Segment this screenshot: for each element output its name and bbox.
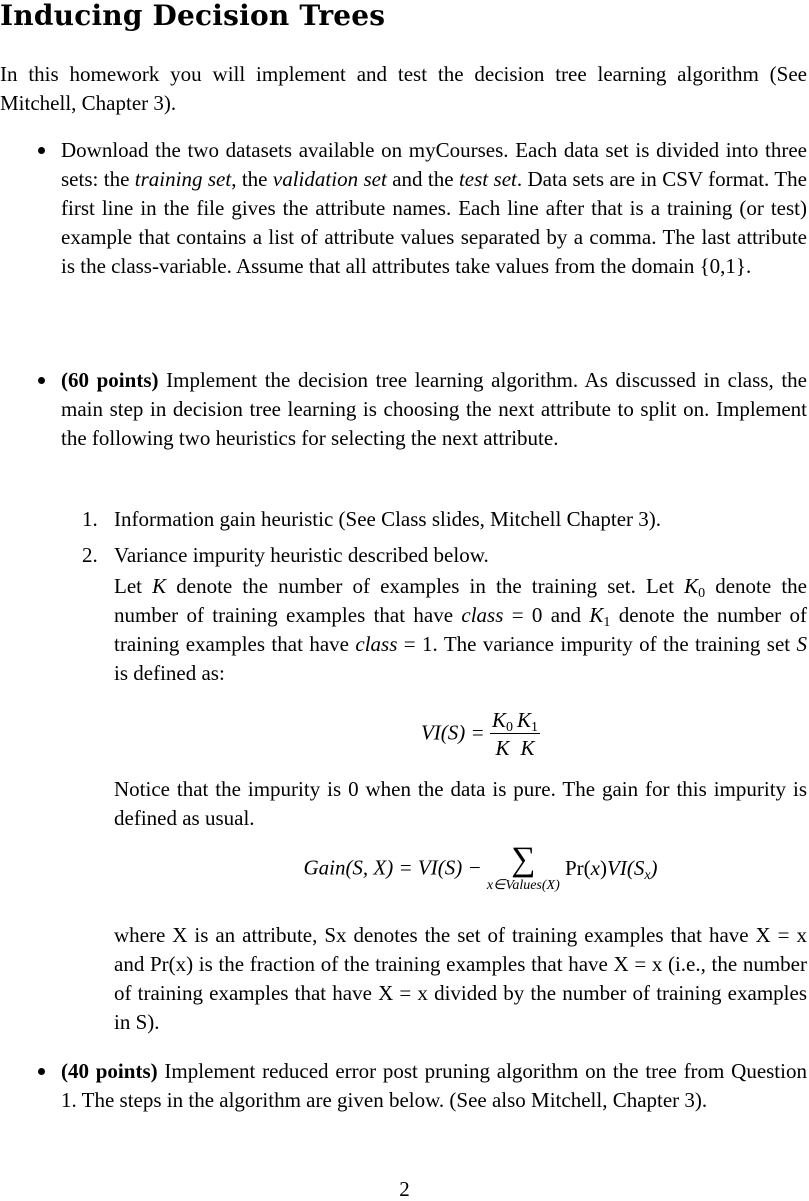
page-number: 2 <box>399 1177 410 1201</box>
summation: ∑ x∈Values(X) <box>486 841 560 893</box>
bullet-implement-tree: (60 points) Implement the decision tree learning algorithm. As discussed in class, the main step in decision tree learning is choosing the next attribute to split on. Implement the following two heuristics for selecting the next attribute. <box>61 368 807 450</box>
fraction: $\frac{K_0}{K}$ <box>491 708 513 760</box>
item-information-gain: Information gain heuristic (See Class slides, Mitchell Chapter 3). <box>114 507 662 531</box>
bullet-dot <box>38 147 45 154</box>
intro-paragraph: In this homework you will implement and test the decision tree learning algorithm (See Mitchell, Chapter 3). <box>0 62 807 115</box>
equation-variance-impurity: VI(S) = $\frac{K_0}{K}$ $\frac{K_1}{K}$ <box>420 708 538 760</box>
item-number: 1. <box>82 507 98 531</box>
equation-gain: Gain(S, X) = VI(S) − ∑ x∈Values(X) $Pr(x)VI(S_x)$ <box>303 841 658 893</box>
item-number: 2. <box>82 543 98 567</box>
bullet-download-datasets: Download the two datasets available on myCourses. Each data set is divided into three sets: the training set, the validation set and the test set. Data sets are in CSV format. The first line in the file gives the attribute names. Each line after that is a training (or test) example that contains a list of attribute values separated by a comma. The last attribute is the class-variable. Assume that all attributes take values from the domain {0,1}. <box>61 138 807 278</box>
item-variance-impurity: Variance impurity heuristic described below. <box>114 543 489 567</box>
where-paragraph: where X is an attribute, Sx denotes the set of training examples that have X = x and Pr(x) is the fraction of the training examples that have X = x (i.e., the number of training examples that have X = x divided by the number of training examples in S). <box>114 923 807 1034</box>
variance-impurity-definition: Let K denote the number of examples in the training set. Let $K_0$ denote the number of training examples that have class = 0 and $K_1$ denote the number of training examples that have class = 1. The variance impurity of the training set S is defined as: <box>114 574 808 685</box>
bullet-dot <box>38 1068 45 1075</box>
page-title: Inducing Decision Trees <box>0 0 386 32</box>
notice-paragraph: Notice that the impurity is 0 when the data is pure. The gain for this impurity is defined as usual. <box>114 777 807 830</box>
bullet-pruning: (40 points) Implement reduced error post pruning algorithm on the tree from Question 1. The steps in the algorithm are given below. (See also Mitchell, Chapter 3). <box>61 1059 807 1112</box>
bullet-dot <box>38 377 45 384</box>
fraction: $\frac{K_1}{K}$ <box>516 708 538 760</box>
